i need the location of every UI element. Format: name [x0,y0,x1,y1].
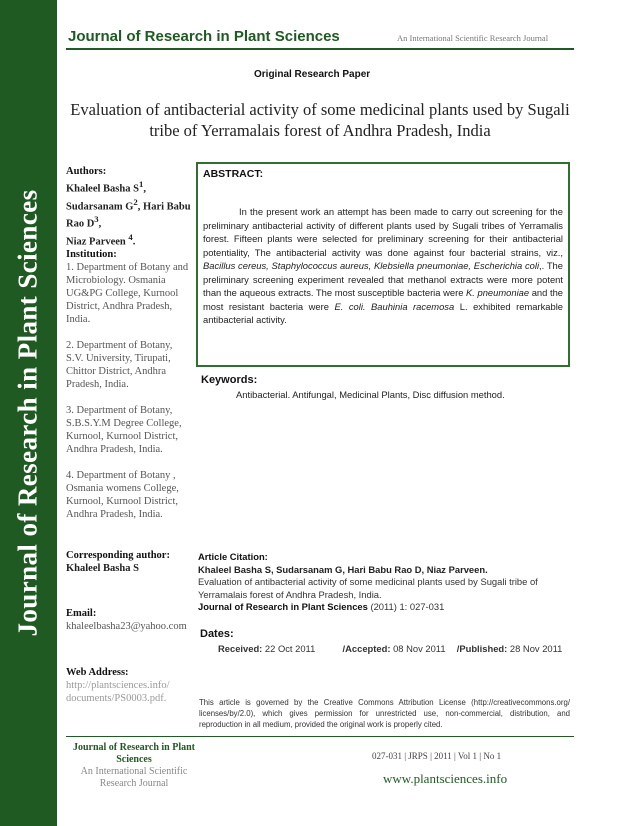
author-3: Hari Babu Rao D [66,201,191,230]
citation-authors: Khaleel Basha S, Sudarsanam G, Hari Babu Rao D, Niaz Parveen. [198,563,488,575]
institution-item: 2. Department of Botany, S.V. University, Tirupati, Chittor District, Andhra Pradesh, India. [66,340,173,390]
author-1-sup: 1 [138,179,144,189]
sidebar-journal-title: Journal of Research in Plant Sciences [12,189,43,637]
abstract-box [196,162,570,367]
footer-reference: 027-031 | JRPS | 2011 | Vol 1 | No 1 [372,751,502,761]
dates-label: Dates: [200,628,234,640]
license-text: This article is governed by the Creative Commons Attribution License (http://creativecommons.org/ licenses/by/2.0), which gives permission for unrestricted use, non-commercial, distribution, and reproduction in all medium, provided the original work is properly cited. [199,698,570,729]
article-title: Evaluation of antibacterial activity of some medicinal plants used by Sugali tribe of Yerramalais forest of Andhra Pradesh, India [70,100,570,140]
institution-item: 4. Department of Botany , Osmania womens College, Kurnool, Kurnool District, Andhra Pradesh, India. [66,470,179,520]
paper-type: Original Research Paper [254,69,371,80]
corresponding-name: Khaleel Basha S [66,563,139,574]
author-4: Niaz Parveen [66,236,126,247]
author-2: Sudarsanam G [66,201,134,212]
email-link[interactable]: khaleelbasha23@yahoo.com [66,621,187,632]
author-2-sup: 2 [133,196,138,207]
institution-item: 1. Department of Botany and Microbiology. Osmania UG&PG College, Kurnool District, Andhra Pradesh, India. [66,262,189,325]
abstract-text: In the present work an attempt has been made to carry out screening for the preliminary antibacterial activity of different plants used by Sugali tribes of Yerramalis forest. Fifteen plants were selected for preliminary screening for their antibacterial potentiality, The antibacterial activity was done against four bacterial strains, viz., Bacillus cereus, Staphylococcus aureus, Klebsiella pneumoniae, Escherichia coli,. The preliminary screening experiment revealed that methanol extracts were more potent than the aqueous extracts. The most susceptible bacteria were K. pneumoniae and the most resistant bacteria were E. coli. Bauhinia racemosa L. exhibited remarkable antibacterial activity. [203,206,564,325]
published-date: 28 Nov 2011 [509,643,563,654]
footer-journal-block [72,742,196,790]
corresponding-block [66,549,192,575]
received-label: Received: [218,643,263,654]
accepted-label: /Accepted: [342,643,391,654]
institution-block [66,248,192,521]
corresponding-label: Corresponding author: [66,550,170,561]
footer-divider [66,736,574,737]
journal-sidebar [0,0,57,826]
keywords-text: Antibacterial. Antifungal, Medicinal Plants, Disc diffusion method. [236,389,505,400]
footer-tagline: An International Scientific Research Journal [80,766,188,789]
authors-block: Authors: Khaleel Basha $S^1$, Sudarsanam $G^2$, Hari Babu Rao $D^3$, Niaz Parveen $^4$. [66,166,191,247]
header-divider [66,48,574,50]
keywords-label: Keywords: [201,374,258,386]
citation-title: Evaluation of antibacterial activity of some medicinal plants used by Sugali tribe of Yerramalais forest of Andhra Pradesh, India. [198,576,538,600]
dates-block [200,628,580,654]
header-tagline: An International Scientific Research Journal [397,33,549,43]
author-1: Khaleel Basha S [66,183,139,195]
citation-label: Article Citation: [198,551,268,562]
email-block [66,607,194,633]
author-4-sup: 4 [128,231,133,242]
abstract-heading: ABSTRACT: [203,168,264,180]
web-block [66,666,184,705]
author-3-sup: 3 [94,214,99,224]
institution-item: 3. Department of Botany, S.B.S.Y.M Degree College, Kurnool, Kurnool District, Andhra Pradesh, India. [66,405,182,455]
header-journal-name: Journal of Research in Plant Sciences [68,28,340,45]
authors-label: Authors: [66,166,107,177]
footer-journal-name: Journal of Research in Plant Sciences [72,742,196,765]
received-date: 22 Oct 2011 [264,643,316,654]
footer-url[interactable]: www.plantsciences.info [383,771,508,786]
citation-ref: (2011) 1: 027-031 [367,601,445,612]
article-citation [198,551,570,614]
email-label: Email: [66,608,97,619]
web-label: Web Address: [66,667,129,678]
institution-label: Institution: [66,249,117,260]
citation-journal: Journal of Research in Plant Sciences [198,601,368,612]
published-label: /Published: [456,643,508,654]
web-link[interactable]: http://plantsciences.info/ documents/PS0003.pdf. [66,680,170,704]
accepted-date: 08 Nov 2011 [393,643,446,654]
